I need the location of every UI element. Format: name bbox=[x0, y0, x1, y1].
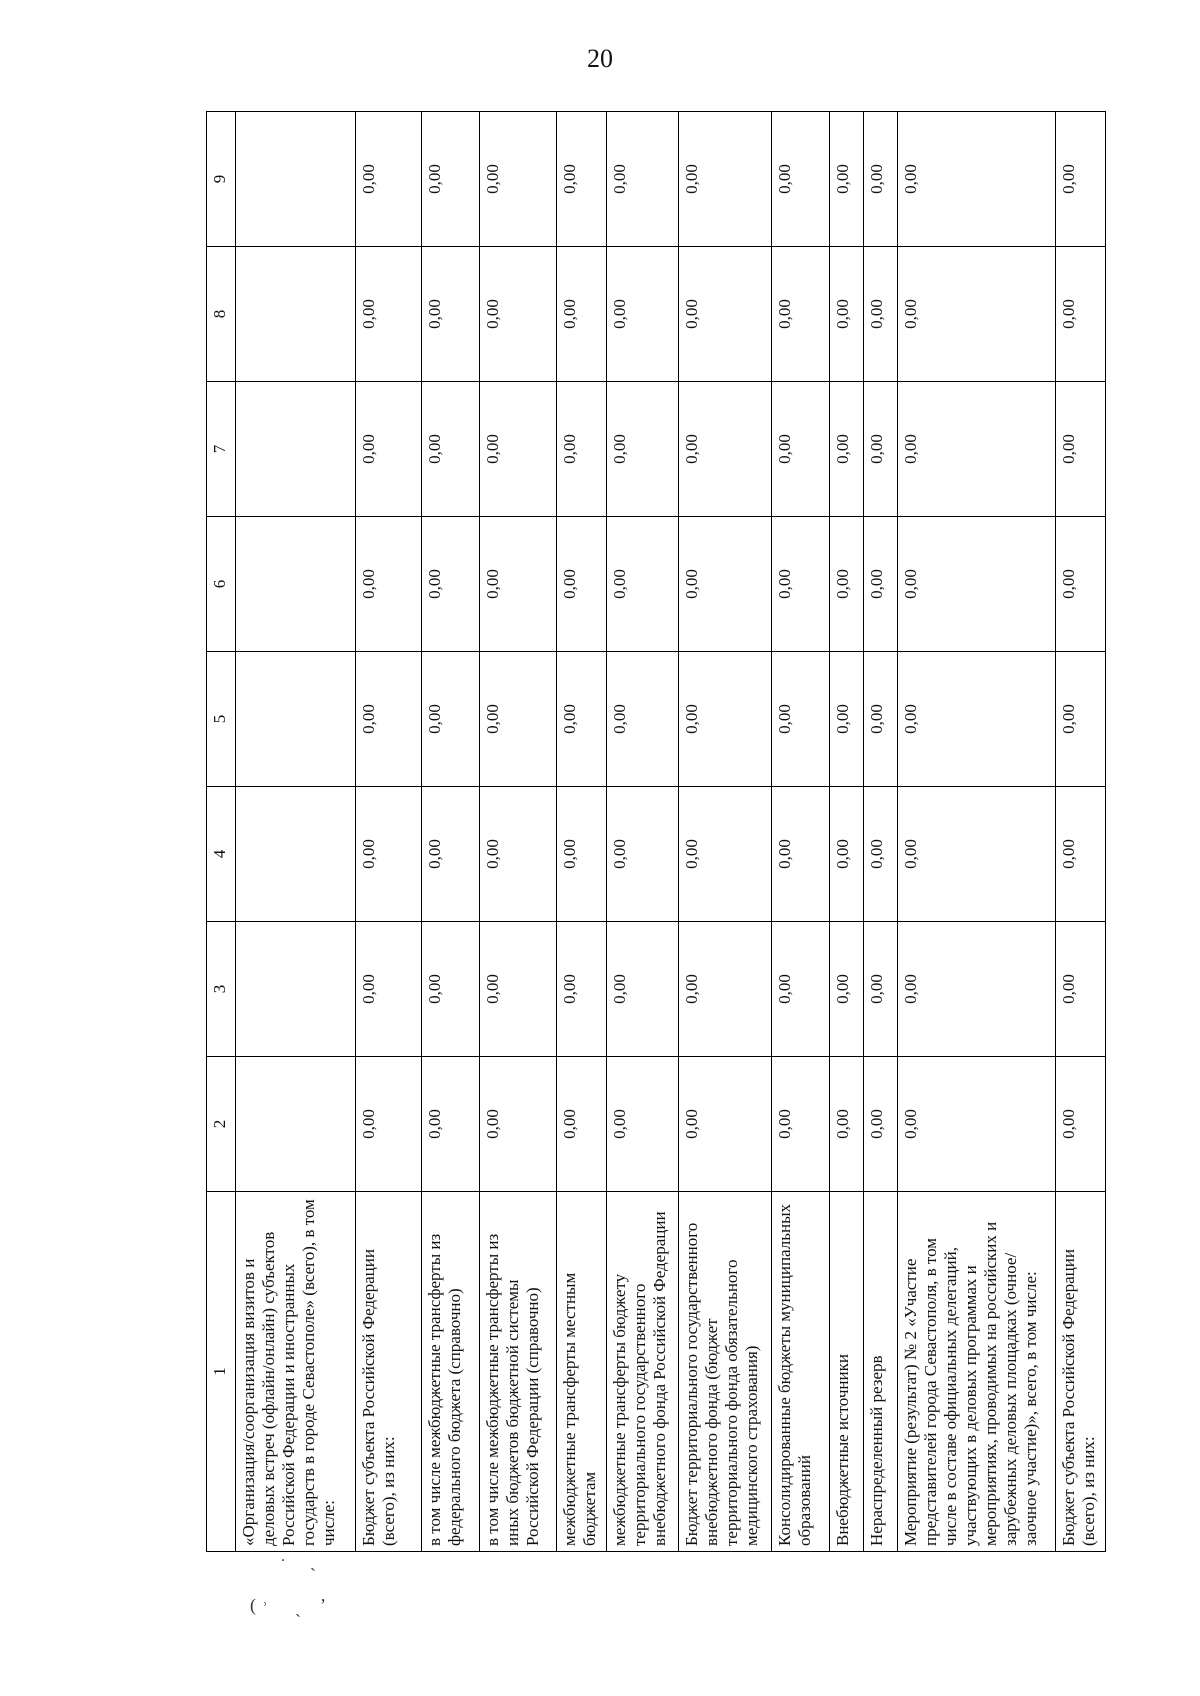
row-label: в том числе межбюджетные трансферты из федерального бюджета (справочно) bbox=[421, 1192, 479, 1552]
table-row bbox=[421, 112, 479, 1552]
value-cell: 0,00 bbox=[678, 112, 771, 247]
value-cell: 0,00 bbox=[678, 922, 771, 1057]
value-cell: 0,00 bbox=[829, 517, 863, 652]
value-cell: 0,00 bbox=[898, 787, 1055, 922]
value-cell: 0,00 bbox=[863, 382, 897, 517]
table-row bbox=[556, 112, 606, 1552]
value-cell: 0,00 bbox=[606, 652, 678, 787]
value-cell: 0,00 bbox=[1055, 247, 1105, 382]
value-cell: 0,00 bbox=[829, 247, 863, 382]
value-cell: 0,00 bbox=[1055, 382, 1105, 517]
value-cell: 0,00 bbox=[556, 922, 606, 1057]
value-cell: 0,00 bbox=[829, 787, 863, 922]
table-row bbox=[236, 112, 356, 1552]
value-cell: 0,00 bbox=[606, 382, 678, 517]
column-header: 5 bbox=[207, 652, 236, 787]
value-cell: 0,00 bbox=[479, 247, 556, 382]
rotated-table-frame bbox=[206, 112, 1106, 1552]
table-row bbox=[898, 112, 1055, 1552]
value-cell: 0,00 bbox=[1055, 922, 1105, 1057]
value-cell: 0,00 bbox=[829, 652, 863, 787]
value-cell: 0,00 bbox=[479, 652, 556, 787]
column-header: 7 bbox=[207, 382, 236, 517]
value-cell: 0,00 bbox=[479, 517, 556, 652]
row-label: Бюджет территориального государственного внебюджетного фонда (бюджет территориального фонда обязательного медицинского страхования) bbox=[678, 1192, 771, 1552]
value-cell: 0,00 bbox=[355, 517, 421, 652]
row-label: Бюджет субъекта Российской Федерации (всего), из них: bbox=[355, 1192, 421, 1552]
row-label: Консолидированные бюджеты муниципальных образований bbox=[771, 1192, 829, 1552]
value-cell: 0,00 bbox=[678, 787, 771, 922]
value-cell: 0,00 bbox=[898, 112, 1055, 247]
column-header: 9 bbox=[207, 112, 236, 247]
table-row bbox=[829, 112, 863, 1552]
value-cell: 0,00 bbox=[898, 382, 1055, 517]
scan-artifacts: ˙ ` ( ʾ ˎ ʼ bbox=[250, 1555, 326, 1619]
value-cell: 0,00 bbox=[606, 247, 678, 382]
value-cell: 0,00 bbox=[863, 112, 897, 247]
value-cell: 0,00 bbox=[421, 112, 479, 247]
table-row bbox=[678, 112, 771, 1552]
value-cell: 0,00 bbox=[1055, 1057, 1105, 1192]
value-cell: 0,00 bbox=[355, 1057, 421, 1192]
value-cell: 0,00 bbox=[829, 1057, 863, 1192]
value-cell: 0,00 bbox=[556, 1057, 606, 1192]
value-cell: 0,00 bbox=[898, 517, 1055, 652]
value-cell: 0,00 bbox=[421, 382, 479, 517]
value-cell: 0,00 bbox=[479, 382, 556, 517]
value-cell: 0,00 bbox=[1055, 652, 1105, 787]
value-cell: 0,00 bbox=[421, 1057, 479, 1192]
value-cell: 0,00 bbox=[1055, 517, 1105, 652]
value-cell: 0,00 bbox=[898, 652, 1055, 787]
value-cell: 0,00 bbox=[479, 1057, 556, 1192]
column-header: 1 bbox=[207, 1192, 236, 1552]
value-cell: 0,00 bbox=[771, 517, 829, 652]
value-cell: 0,00 bbox=[829, 922, 863, 1057]
row-label: «Организация/соорганизация визитов и деловых встреч (офлайн/онлайн) субъектов Российской Федерации и иностранных государств в городе Севастополе» (всего), в том числе: bbox=[236, 1192, 356, 1552]
value-cell: 0,00 bbox=[898, 922, 1055, 1057]
value-cell: 0,00 bbox=[421, 922, 479, 1057]
value-cell: 0,00 bbox=[1055, 787, 1105, 922]
table-row bbox=[771, 112, 829, 1552]
column-header: 3 bbox=[207, 922, 236, 1057]
column-header: 2 bbox=[207, 1057, 236, 1192]
value-cell bbox=[236, 247, 356, 382]
column-header: 4 bbox=[207, 787, 236, 922]
value-cell: 0,00 bbox=[771, 247, 829, 382]
value-cell: 0,00 bbox=[479, 922, 556, 1057]
value-cell: 0,00 bbox=[355, 112, 421, 247]
value-cell bbox=[236, 382, 356, 517]
value-cell: 0,00 bbox=[421, 652, 479, 787]
table-row bbox=[606, 112, 678, 1552]
value-cell: 0,00 bbox=[771, 1057, 829, 1192]
value-cell: 0,00 bbox=[863, 247, 897, 382]
value-cell: 0,00 bbox=[678, 1057, 771, 1192]
table-row bbox=[479, 112, 556, 1552]
value-cell: 0,00 bbox=[421, 517, 479, 652]
value-cell: 0,00 bbox=[771, 652, 829, 787]
funding-table bbox=[206, 111, 1106, 1552]
value-cell: 0,00 bbox=[1055, 112, 1105, 247]
value-cell: 0,00 bbox=[556, 247, 606, 382]
value-cell: 0,00 bbox=[479, 112, 556, 247]
value-cell: 0,00 bbox=[556, 787, 606, 922]
value-cell: 0,00 bbox=[771, 922, 829, 1057]
row-label: Мероприятие (результат) № 2 «Участие представителей города Севастополя, в том числе в составе официальных делегаций, участвующих в деловых программах и мероприятиях, проводимых на российских и зарубежных деловых площадках (очное/заочное участие)», всего, в том числе: bbox=[898, 1192, 1055, 1552]
value-cell bbox=[236, 652, 356, 787]
table-body bbox=[236, 112, 1106, 1552]
value-cell: 0,00 bbox=[355, 922, 421, 1057]
value-cell: 0,00 bbox=[829, 112, 863, 247]
row-label: межбюджетные трансферты местным бюджетам bbox=[556, 1192, 606, 1552]
value-cell: 0,00 bbox=[606, 1057, 678, 1192]
value-cell: 0,00 bbox=[863, 652, 897, 787]
column-header: 8 bbox=[207, 247, 236, 382]
value-cell: 0,00 bbox=[421, 247, 479, 382]
value-cell: 0,00 bbox=[556, 112, 606, 247]
value-cell: 0,00 bbox=[678, 652, 771, 787]
value-cell: 0,00 bbox=[898, 1057, 1055, 1192]
value-cell: 0,00 bbox=[355, 247, 421, 382]
table-row bbox=[355, 112, 421, 1552]
value-cell bbox=[236, 517, 356, 652]
page-number: 20 bbox=[587, 44, 613, 73]
value-cell: 0,00 bbox=[606, 922, 678, 1057]
value-cell: 0,00 bbox=[771, 112, 829, 247]
table-row bbox=[863, 112, 897, 1552]
row-label: Бюджет субъекта Российской Федерации (всего), из них: bbox=[1055, 1192, 1105, 1552]
value-cell: 0,00 bbox=[771, 787, 829, 922]
value-cell bbox=[236, 787, 356, 922]
value-cell: 0,00 bbox=[606, 787, 678, 922]
value-cell: 0,00 bbox=[863, 922, 897, 1057]
value-cell: 0,00 bbox=[556, 517, 606, 652]
table-header-row bbox=[207, 112, 236, 1552]
value-cell: 0,00 bbox=[863, 787, 897, 922]
value-cell: 0,00 bbox=[355, 382, 421, 517]
column-header: 6 bbox=[207, 517, 236, 652]
value-cell: 0,00 bbox=[606, 517, 678, 652]
value-cell: 0,00 bbox=[898, 247, 1055, 382]
value-cell bbox=[236, 1057, 356, 1192]
value-cell: 0,00 bbox=[678, 382, 771, 517]
value-cell: 0,00 bbox=[606, 112, 678, 247]
row-label: Нераспределенный резерв bbox=[863, 1192, 897, 1552]
value-cell: 0,00 bbox=[678, 247, 771, 382]
row-label: в том числе межбюджетные трансферты из иных бюджетов бюджетной системы Российской Федерации (справочно) bbox=[479, 1192, 556, 1552]
value-cell: 0,00 bbox=[771, 382, 829, 517]
value-cell: 0,00 bbox=[863, 517, 897, 652]
value-cell: 0,00 bbox=[556, 382, 606, 517]
value-cell: 0,00 bbox=[421, 787, 479, 922]
value-cell bbox=[236, 112, 356, 247]
value-cell: 0,00 bbox=[479, 787, 556, 922]
row-label: межбюджетные трансферты бюджету территориального государственного внебюджетного фонда Российской Федерации bbox=[606, 1192, 678, 1552]
value-cell: 0,00 bbox=[863, 1057, 897, 1192]
table-row bbox=[1055, 112, 1105, 1552]
value-cell: 0,00 bbox=[829, 382, 863, 517]
row-label: Внебюджетные источники bbox=[829, 1192, 863, 1552]
value-cell: 0,00 bbox=[355, 787, 421, 922]
value-cell bbox=[236, 922, 356, 1057]
value-cell: 0,00 bbox=[556, 652, 606, 787]
value-cell: 0,00 bbox=[678, 517, 771, 652]
funding-table-container bbox=[206, 112, 1106, 1552]
value-cell: 0,00 bbox=[355, 652, 421, 787]
